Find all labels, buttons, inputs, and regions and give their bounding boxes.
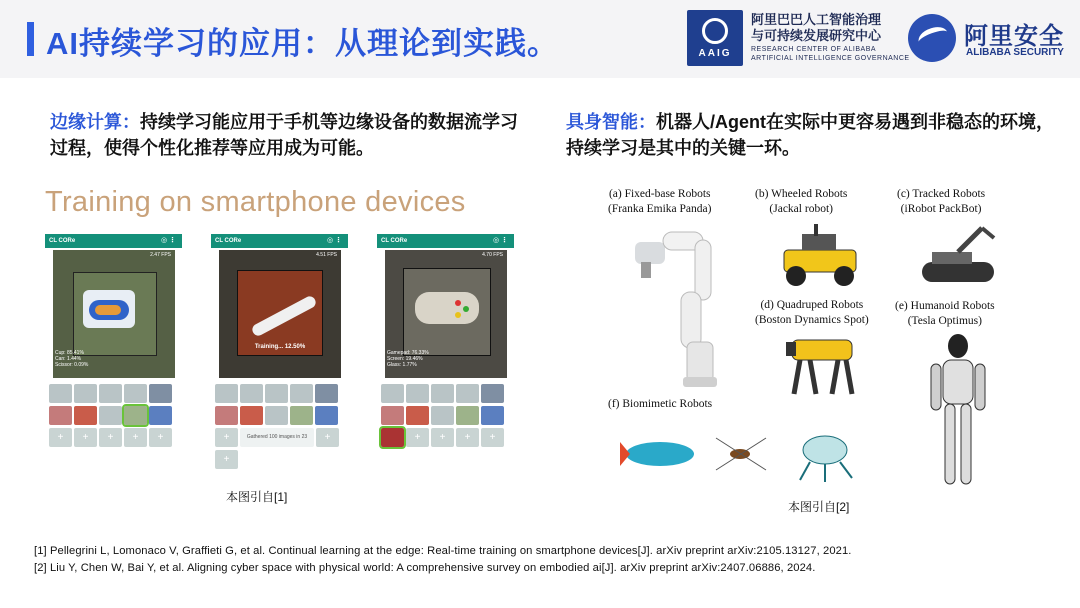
edge-computing-heading: 边缘计算： — [50, 112, 140, 132]
embodied-ai-paragraph — [566, 109, 1056, 161]
alibaba-security-name-cn: 阿里安全 — [964, 23, 1064, 50]
phone-screenshot-1 — [45, 234, 182, 460]
robot-label-c: (c) Tracked Robots (iRobot PackBot) — [897, 188, 986, 215]
aaig-name-en: RESEARCH CENTER OF ALIBABA ARTIFICIAL INTELLIGENCE GOVERNANCE — [751, 46, 910, 62]
camera-icon: ◎ ⋮ — [326, 237, 342, 244]
right-figure-caption: 本图引自[2] — [788, 500, 850, 514]
title-accent-bar — [27, 22, 34, 56]
camera-icon: ◎ ⋮ — [160, 237, 176, 244]
aaig-logo-text: AAIG — [698, 48, 732, 59]
robot-label-b: (b) Wheeled Robots (Jackal robot) — [755, 188, 848, 215]
thumbnail-grid: + + + + — [380, 384, 512, 450]
robot-label-e: (e) Humanoid Robots (Tesla Optimus) — [895, 300, 995, 327]
app-bar: CL CORe ◎ ⋮ — [377, 234, 514, 248]
aaig-logo-icon — [702, 18, 728, 44]
references — [34, 543, 852, 577]
camera-view: 4.70 FPS Gamepad: 76.33% Screen: 19.46% Glass: 1.77% — [385, 250, 507, 378]
edge-computing-paragraph — [50, 109, 530, 161]
left-figure-caption: 本图引自[1] — [226, 490, 288, 504]
aaig-name-cn: 阿里巴巴人工智能治理 与可持续发展研究中心 — [751, 12, 882, 43]
robot-label-d: (d) Quadruped Robots (Boston Dynamics Spot) — [755, 299, 869, 326]
camera-view: 2.47 FPS Cup: 85.41% Can: 1.44% Scissor: 0.09% — [53, 250, 175, 378]
robot-label-a: (a) Fixed-base Robots (Franka Emika Panda) — [608, 188, 712, 215]
wheeled-robot-image — [780, 222, 860, 290]
phone-screenshot-2 — [211, 234, 348, 465]
embodied-ai-text: 机器人/Agent在实际中更容易遇到非稳态的环境，持续学习是其中的关键一环。 — [566, 112, 1054, 158]
camera-view: 4.51 FPS Training... 12.50% — [219, 250, 341, 378]
reference-1: [1] Pellegrini L, Lomonaco V, Graffieti G, et al. Continual learning at the edge: Real-time training on smartphone devices[J]. arXiv preprint arXiv:2105.13127, 2021. — [34, 545, 852, 557]
tracked-robot-image — [918, 222, 1000, 292]
app-bar: CL CORe ◎ ⋮ — [45, 234, 182, 248]
phone-screenshot-3 — [377, 234, 514, 460]
slide-title: AI持续学习的应用：从理论到实践。 — [46, 26, 559, 61]
slide-header — [0, 0, 1080, 78]
thumbnail-grid: + Gathered 100 images in 23 ++ — [214, 384, 346, 472]
biomimetic-robots-image — [620, 428, 880, 488]
app-bar: CL CORe ◎ ⋮ — [211, 234, 348, 248]
aaig-logo — [687, 10, 743, 66]
figure-title: Training on smartphone devices — [45, 186, 466, 218]
embodied-ai-heading: 具身智能： — [566, 112, 656, 132]
humanoid-robot-image — [925, 330, 991, 490]
robot-label-f: (f) Biomimetic Robots — [608, 398, 713, 410]
camera-icon: ◎ ⋮ — [492, 237, 508, 244]
alibaba-security-name-en: ALIBABA SECURITY — [966, 47, 1064, 58]
alibaba-security-logo-icon — [908, 14, 956, 62]
reference-2: [2] Liu Y, Chen W, Bai Y, et al. Aligning cyber space with physical world: A comprehensive survey on embodied ai[J]. arXiv preprint arXiv:2407.06886, 2024. — [34, 562, 816, 574]
edge-computing-text: 持续学习能应用于手机等边缘设备的数据流学习过程，使得个性化推荐等应用成为可能。 — [50, 112, 518, 158]
thumbnail-grid: + + + + + — [48, 384, 180, 450]
quadruped-robot-image — [782, 330, 862, 400]
robot-arm-image — [625, 222, 735, 392]
